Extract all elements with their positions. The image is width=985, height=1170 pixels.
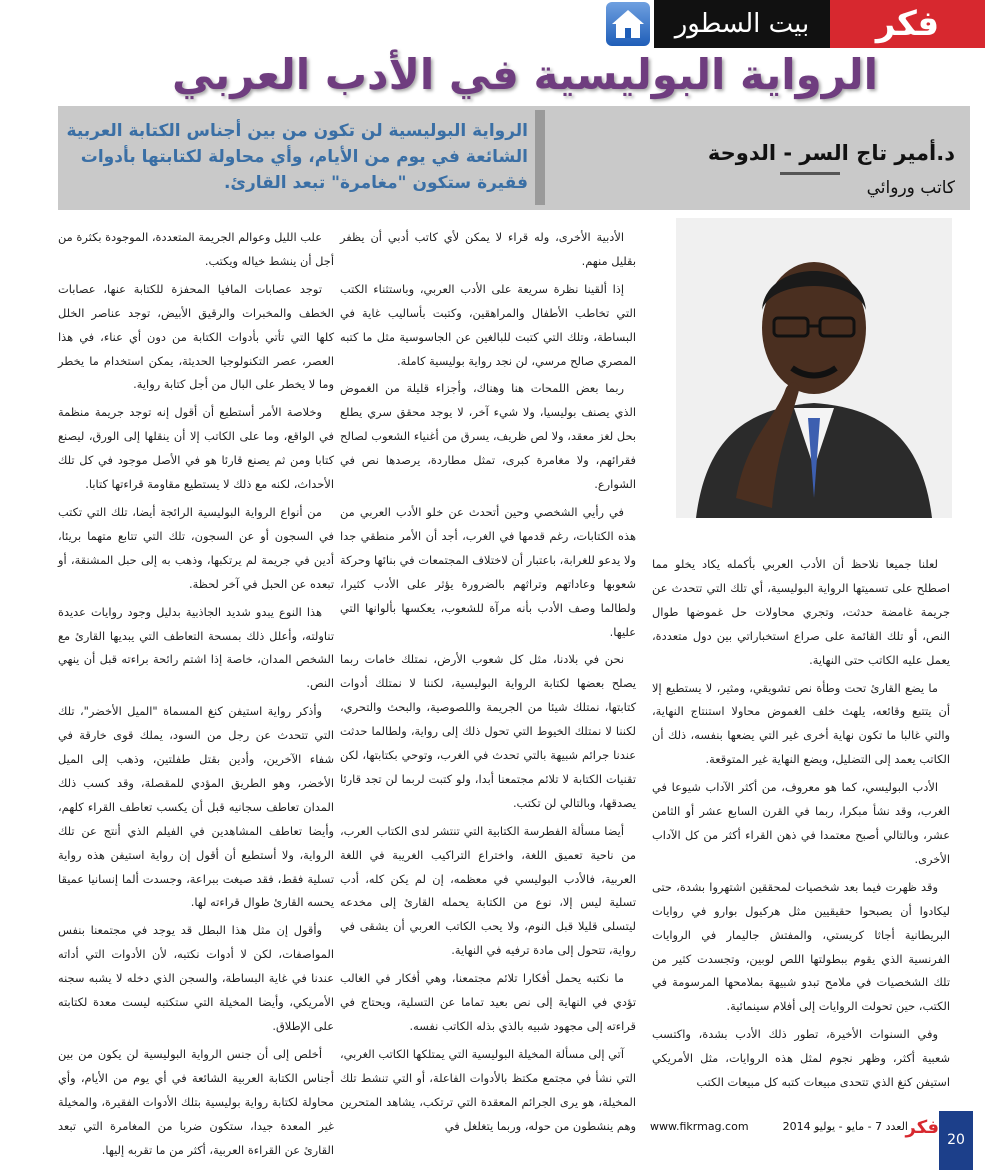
author-underline bbox=[780, 172, 840, 175]
paragraph: توجد عصابات المافيا المحفزة للكتابة عنها، عصابات الخطف والمخبرات والرقيق الأبيض، توجد عناصر الخلل كلها التي تأتي بأدوات الكتابة من دون أي عناء، في هذا العصر، عصر التكنولوجيا الحديثة، يمكن استخدام ما يخطر وما لا يخطر على البال من أجل كتابة رواية. bbox=[58, 281, 334, 392]
paragraph: من أنواع الرواية البوليسية الرائجة أيضا، تلك التي تكتب في السجون أو عن السجون، تلك التي تتابع متهما بريئا، أدين في جريمة لم يرتكبها، وذهب به إلى حبل المشنقة، أو تبعده عن الحبل في آخر لحظة. bbox=[58, 504, 334, 591]
footer-brand: فكر bbox=[905, 1117, 939, 1138]
page-number: 20 bbox=[939, 1111, 973, 1170]
lead-quote: الرواية البوليسية لن تكون من بين أجناس الكتابة العربية الشائعة في يوم من الأيام، وأي محاولة لكتابتها بأدوات فقيرة ستكون "مغامرة" تبعد القارئ. bbox=[66, 121, 528, 193]
paragraph: أيضا مسألة الفطرسة الكتابية التي تنتشر لدى الكتاب العرب، من ناحية تعميق اللغة، واختراع التراكيب الغريبة في اللغة العربية، فالأدب البوليسي في معظمه، إن لم يكن كله، أدب تسلية ليس إلا، نوع من الكتابة يحمله القارئ إلى مخدعه ليتسلى قليلا قبل النوم، ولا يحب الكاتب العربي أن يشقى في رواية، تتحول إلى مادة ترفيه في النهاية. bbox=[340, 823, 636, 958]
paragraph: آتي إلى مسألة المخيلة البوليسية التي يمتلكها الكاتب الغربي، التي نشأ في مجتمع مكتظ بالأدوات الفاعلة، أو التي تنشط تلك المخيلة، هو يرى الجرائم المعقدة التي ترتكب، يشاهد المتحرين وهم ينشطون من حوله، وربما يتغلغل في bbox=[340, 1046, 636, 1133]
article-title: الرواية البوليسية في الأدب العربي bbox=[171, 50, 879, 99]
footer-url[interactable]: www.fikrmag.com bbox=[650, 1120, 749, 1133]
column-3 bbox=[58, 226, 334, 1157]
paragraph: ما يضع القارئ تحت وطأة نص تشويقي، ومثير، لا يستطيع إلا أن يتتبع وقائعه، يلهث خلف الغموض محاولا استنتاج النهاية، والتي غالبا ما تكون نهاية أخرى غير التي يضعها بنفسه، ذلك أن الكاتب يعمد إلى التضليل، ويضع النهاية غير المتوقعة. bbox=[652, 680, 950, 767]
paragraph: وفي السنوات الأخيرة، تطور ذلك الأدب بشدة، واكتسب شعبية أكثر، وظهر نجوم لمثل هذه الروايات، مثل الأمريكي استيفن كنغ الذي تتحدى مبيعات كتبه كل مبيعات الكتب bbox=[652, 1027, 950, 1090]
column-name: بيت السطور bbox=[654, 0, 830, 48]
footer-issue: العدد 7 - مايو - يوليو 2014 bbox=[782, 1120, 908, 1133]
paragraph: ما نكتبه يحمل أفكارا تلائم مجتمعنا، وهي أفكار في الغالب تؤدي في النهاية إلى نص بعيد تماما عن التسلية، ويحتاج في قراءته إلى مجهود شبيه بالذي بذله الكاتب نفسه. bbox=[340, 971, 636, 1033]
paragraph: علب الليل وعوالم الجريمة المتعددة، الموجودة بكثرة من أجل أن ينشط خياله ويكتب. bbox=[58, 230, 334, 268]
author-photo bbox=[676, 218, 952, 518]
paragraph: ربما بعض اللمحات هنا وهناك، وأجزاء قليلة من الغموض الذي يصنف بوليسيا، ولا شيء آخر، لا يوجد محقق سري يطلع بحل لغز معقد، ولا لص ظريف، يسرق من أغنياء الشعوب لصالح فقرائهم، ولا مغامرة كبرى، تمثل مطاردة، يرصدها نص في الشوارع. bbox=[340, 381, 636, 492]
paragraph: أخلص إلى أن جنس الرواية البوليسية لن يكون من بين أجناس الكتابة العربية الشائعة في أي يوم من الأيام، وأي محاولة لكتابة رواية بوليسية بتلك الأدوات الفقيرة، والمخيلة غير المعدة جيدا، ستكون ضربا من المغامرة التي تبعد القارئ عن القراءة العربية، أكثر من ما تقربه إليها. bbox=[58, 1046, 334, 1157]
author-name: د.أمير تاج السر - الدوحة bbox=[707, 141, 955, 165]
author-role: كاتب وروائي bbox=[866, 178, 955, 198]
lead-separator bbox=[535, 110, 545, 205]
paragraph: وقد ظهرت فيما بعد شخصيات لمحققين اشتهروا بشدة، حتى ليكادوا أن يصبحوا حقيقيين مثل هركيول بوارو في روايات البريطانية أجاثا كريستي، والمفتش جاليمار في الروايات الفرنسية الذي يقوم ببطولتها اللص لوبين، وتجسدت كثير من تلك الشخصيات في ملامح تبدو شبيهة بملامحها المرسومة في الكتب، حين تحولت الروايات إلى أفلام سينمائية. bbox=[652, 879, 950, 1014]
paragraph: هذا النوع يبدو شديد الجاذبية بدليل وجود روايات عديدة تناولته، وأعلل ذلك بمسحة التعاطف التي يبديها القارئ مع الشخص المدان، خاصة إذا اشتم رائحة براءته قبل أن ينهي النص. bbox=[58, 604, 334, 691]
paragraph: نحن في بلادنا، مثل كل شعوب الأرض، نمتلك خامات ربما يصلح بعضها لكتابة الرواية البوليسية، لكننا لا نمتلك أدوات كتابتها، نمتلك شيئا من الجريمة واللصوصية، والبحث والتحري، لكننا لا نمتلك الخيوط التي تحول ذلك إلى رواية، ولطالما حدثت عندنا جرائم شبيهة بالتي تحدث في الغرب، وتوحي بكتابتها، لكن تقنيات الكتابة لا تلائم مجتمعنا أبدا، ولو كتبت لربما لن تجد قارئا يصدقها، وبالتالي لن تكتب. bbox=[340, 652, 636, 810]
column-2 bbox=[340, 226, 636, 1133]
paragraph: الأدب البوليسي، كما هو معروف، من أكثر الآداب شيوعا في الغرب، وقد نشأ مبكرا، ربما في القرن السابع عشر أو الثامن عشر، وبالتالي أصبح معتمدا في ذهن القراء أكثر من كل الآداب الأخرى. bbox=[652, 780, 950, 866]
paragraph: وخلاصة الأمر أستطيع أن أقول إنه توجد جريمة منظمة في الواقع، وما على الكاتب إلا أن ينقلها إلى الورق، ليصنع كتابا ومن ثم يصنع قارئا هو في الأصل موجود في كل تلك الأحداث، لكنه مع ذلك لا يستطيع مقاومة قراءتها كتابا. bbox=[58, 405, 334, 492]
paragraph: وأقول إن مثل هذا البطل قد يوجد في مجتمعنا بنفس المواصفات، لكن لا أدوات نكتبه، لأن الأدوات التي أداته عندنا في غاية البساطة، والسجن الذي دخله لا يشبه سجنه الأمريكي، وأيضا المخيلة التي ستكتبه ليست معدة لكتابته على الإطلاق. bbox=[58, 923, 334, 1033]
paragraph: لعلنا جميعا نلاحظ أن الأدب العربي بأكمله يكاد يخلو مما اصطلح على تسميتها الرواية البوليسية، أي تلك التي تتحدث عن جريمة غامضة حدثت، وتجري محاولات حل غموضها طوال النص، أو تلك القائمة على صراع استخباراتي بين دول متعددة، يعمل عليه الكاتب حتى النهاية. bbox=[652, 557, 950, 667]
paragraph: في رأيي الشخصي وحين أتحدث عن خلو الأدب العربي من هذه الكتابات، رغم قدمها في الغرب، أجد أن الأمر منطقي جدا ولا يدعو للغرابة، باعتبار أن لاختلاف المجتمعات في بنائها وحركة شعوبها وعاداتهم وتراثهم بالضرورة يؤثر على الأدب كثيرا، ولطالما وصف الأدب بأنه مرآة للشعوب، يعكسها بألوانها التي عليها. bbox=[340, 504, 636, 639]
column-1 bbox=[652, 553, 950, 1120]
section-label: فكر bbox=[830, 0, 985, 48]
paragraph: إذا ألقينا نظرة سريعة على الأدب العربي، وباستثناء الكتب التي تخاطب الأطفال والمراهقين، وكتبت بأساليب غاية في البساطة، وتلك التي كتبت للبالغين عن الجاسوسية مثل ما كتبه المصري صالح مرسي، لن نجد رواية بوليسية كاملة. bbox=[340, 281, 636, 368]
home-icon[interactable] bbox=[606, 2, 650, 46]
paragraph: الأدبية الأخرى، وله قراء لا يمكن لأي كاتب أدبي أن يظفر بقليل منهم. bbox=[340, 230, 636, 268]
paragraph: وأذكر رواية استيفن كنغ المسماة "الميل الأخضر"، تلك التي تتحدث عن رجل من السود، يملك قوى خارقة في شفاء الآخرين، وأدين بقتل طفلتين، وذهب إلى الميل الأخضر، وهو الطريق المؤدي للمقصلة، وقد كسب ذلك المدان تعاطف سجانيه قبل أن يكسب تعاطف القراء كلهم، وأيضا تعاطف المشاهدين في الفيلم الذي أنتج عن تلك الرواية، ولا أستطيع أن أقول إن رواية استيفن هذه رواية تسلية فقط، فقد صيغت ببراعة، وجسدت ألما إنسانيا عميقا يحسه القارئ طوال قراءته لها. bbox=[58, 704, 334, 910]
